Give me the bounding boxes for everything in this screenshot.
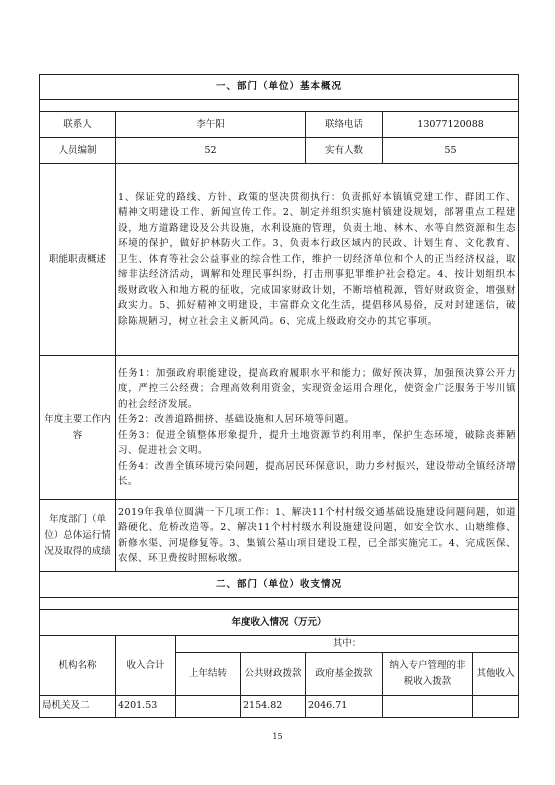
task-3: 任务3：促进全镇整体形象提升，提升土地资源节约利用率，保护生态环境，破除丧葬陋习、促进社会文明。 (118, 429, 517, 456)
blank-row (40, 598, 519, 610)
task-2: 任务2：改善道路拥挤、基础设施和人居环境等问题。 (118, 414, 355, 425)
row-nontax-income (383, 695, 473, 717)
row-other-income (473, 695, 519, 717)
col-prior-carryover: 上年结转 (176, 652, 241, 695)
overall-text: 2019年我单位圆满一下几项工作：1、解决11个村村级交通基础设施建设问题问题，如道路硬化、危桥改造等。2、解决11个村村级水利设施建设问题，如安全饮水、山塘维修、新修水渠、河堤修复等。3、集镇公墓山项目建设工程，已全部实施完工。4、完成医保、农保、环卫费按时照标收缴。 (116, 500, 519, 572)
col-public-finance: 公共财政拨款 (241, 652, 306, 695)
task-1: 任务1：加强政府职能建设，提高政府履职水平和能力；做好预决算，加强预决算公开力度，严控三公经费；合理高效利用资金，实现资金运用合理化，使资金广泛服务于岑川镇的社会经济发展。 (118, 367, 517, 410)
tasks-content (116, 356, 519, 500)
staff-label: 人员编制 (40, 138, 116, 164)
page-number: 15 (272, 732, 283, 741)
section-title-income-expense: 二、部门（单位）收支情况 (40, 572, 519, 598)
col-nontax-income: 纳入专户管理的非税收入拨款 (383, 652, 473, 695)
contact-label: 联系人 (40, 112, 116, 138)
income-table-title: 年度收入情况（万元） (40, 610, 519, 636)
row-gov-fund: 2046.71 (306, 695, 383, 717)
row-org-name: 局机关及二 (40, 695, 116, 717)
row-income-total: 4201.53 (116, 695, 176, 717)
col-other-income: 其他收入 (473, 652, 519, 695)
task-4: 任务4：改善全镇环境污染问题，提高居民环保意识，助力乡村振兴，建设带动全镇经济增长。 (118, 460, 517, 487)
tasks-label: 年度主要工作内容 (40, 356, 116, 500)
contact-name: 李午阳 (116, 112, 306, 138)
col-among: 其中： (176, 636, 519, 653)
duties-label: 职能职责概述 (40, 164, 116, 356)
col-gov-fund: 政府基金拨款 (306, 652, 383, 695)
col-org-name: 机构名称 (40, 636, 116, 696)
phone-label: 联络电话 (306, 112, 383, 138)
actual-staff-label: 实有人数 (306, 138, 383, 164)
budget-form-table (39, 74, 519, 718)
row-public-finance: 2154.82 (241, 695, 306, 717)
overall-label: 年度部门（单位）总体运行情况及取得的成绩 (40, 500, 116, 572)
blank-row (40, 100, 519, 112)
section-title-overview: 一、部门（单位）基本概况 (40, 75, 519, 100)
row-prior-carryover (176, 695, 241, 717)
actual-staff-value: 55 (383, 138, 519, 164)
phone-value: 13077120088 (383, 112, 519, 138)
duties-text: 1、保证党的路线、方针、政策的坚决贯彻执行：负责抓好本镇镇党建工作、群团工作、精神文明建设工作、新闻宣传工作。2、制定并组织实施村镇建设规划，部署重点工程建设，地方道路建设及公共设施，水利设施的管理，负责土地、林木、水等自然资源和生态环境的保护，做好护林防火工作。3、负责本行政区域内的民政、计划生育、文化教育、卫生、体育等社会公益事业的综合性工作，维护一切经济单位和个人的正当经济权益，取缔非法经济活动，调解和处理民事纠纷，打击刑事犯罪维护社会稳定。4、按计划组织本级财政收入和地方税的征收，完成国家财政计划，不断培植税源，管好财政资金，增强财政实力。5、抓好精神文明建设，丰富群众文化生活，提倡移风易俗，反对封建迷信，破除陈规陋习，树立社会主义新风尚。6、完成上级政府交办的其它事项。 (116, 164, 519, 356)
col-income-total: 收入合计 (116, 636, 176, 696)
staff-planned-value: 52 (116, 138, 306, 164)
